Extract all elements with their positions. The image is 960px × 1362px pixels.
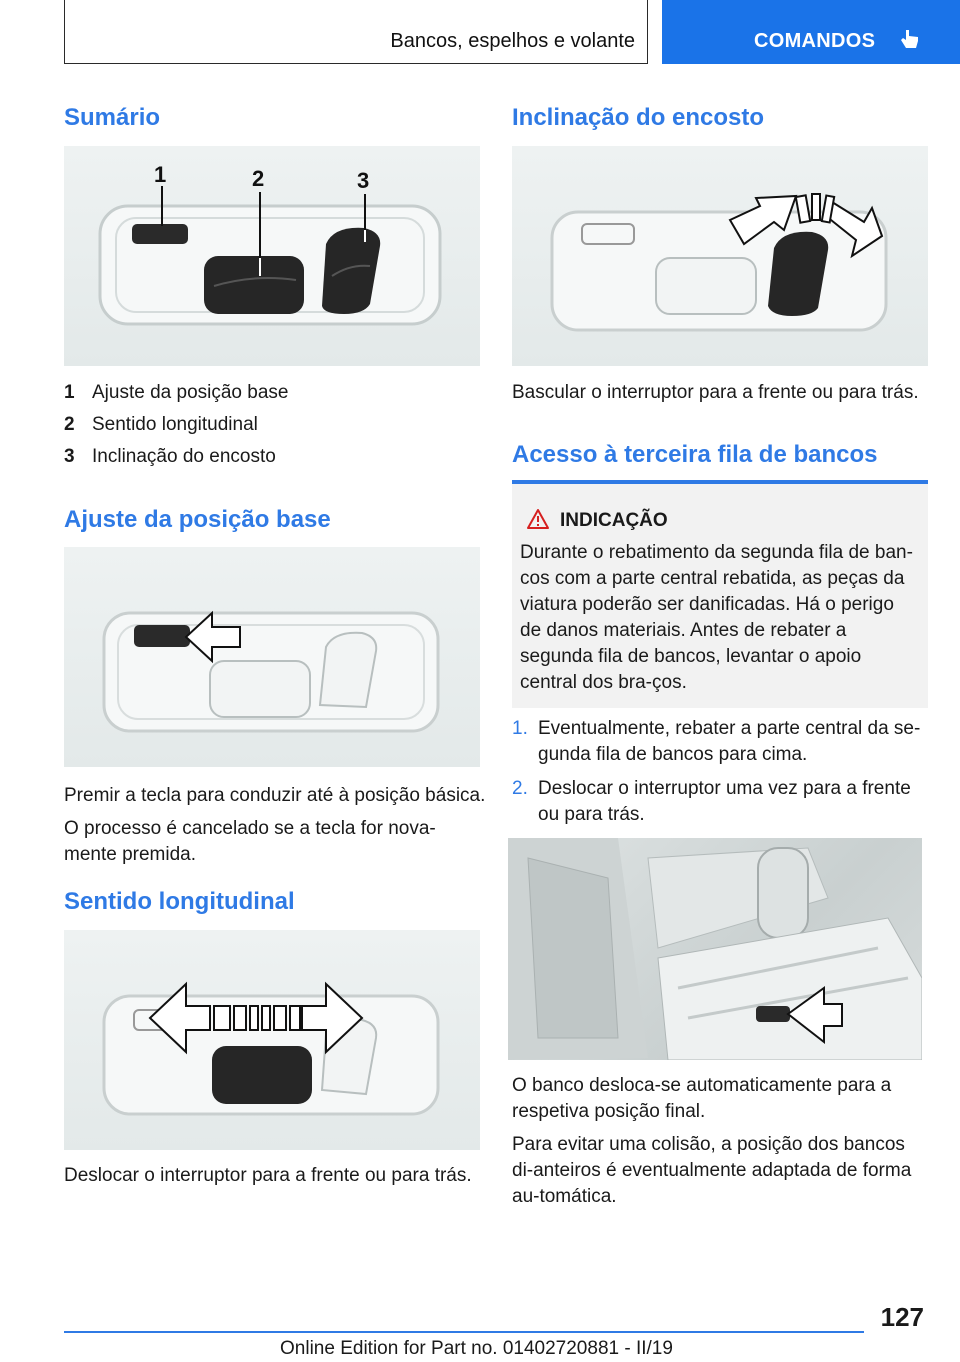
legend-num: 2 <box>64 414 75 435</box>
legend-text: Sentido longitudinal <box>92 414 258 435</box>
header-chapter-tab[interactable] <box>662 0 960 64</box>
base-position-heading: Ajuste da posição base <box>64 506 331 533</box>
header-section-title: Bancos, espelhos e volante <box>390 30 635 52</box>
base-position-figure <box>64 547 480 767</box>
longitudinal-figure <box>64 930 480 1150</box>
after-text-2: Para evitar uma colisão, a posição dos bancos di-anteiros é eventualmente adaptada de forma au-tomática. <box>512 1134 912 1207</box>
legend-text: Inclinação do encosto <box>92 446 276 467</box>
step-number: 2. <box>512 778 528 799</box>
pointing-hand-icon <box>898 28 920 52</box>
legend-item <box>64 412 258 438</box>
third-row-access-figure <box>508 838 922 1060</box>
after-text-1: O banco desloca-se automaticamente para a respetiva posição final. <box>512 1075 892 1122</box>
step-text: Deslocar o interruptor uma vez para a frente ou para trás. <box>538 778 911 825</box>
warning-triangle-icon <box>526 508 550 530</box>
tilt-figure <box>512 146 928 366</box>
tilt-text: Bascular o interruptor para a frente ou para trás. <box>512 382 919 403</box>
legend-item <box>64 444 276 470</box>
base-text-1: Premir a tecla para conduzir até à posição básica. <box>64 785 486 806</box>
third-row-heading: Acesso à terceira fila de bancos <box>512 441 878 468</box>
longitudinal-heading: Sentido longitudinal <box>64 888 295 915</box>
tilt-heading: Inclinação do encosto <box>512 104 765 131</box>
legend-text: Ajuste da posição base <box>92 382 289 403</box>
step-item <box>512 716 928 768</box>
callout-2: 2 <box>252 166 265 191</box>
legend-num: 1 <box>64 382 75 403</box>
base-text-2: O processo é cancelado se a tecla for nova-mente premida. <box>64 818 436 865</box>
step-text: Eventualmente, rebater a parte central da se-gunda fila de bancos para cima. <box>538 718 921 765</box>
overview-heading: Sumário <box>64 104 161 131</box>
overview-switch-figure <box>64 146 480 366</box>
steps-list <box>512 716 928 836</box>
header-section-box <box>64 0 648 64</box>
legend-item <box>64 380 288 406</box>
notice-title: INDICAÇÃO <box>560 510 668 531</box>
callout-1: 1 <box>154 162 167 187</box>
footer-divider <box>64 1331 864 1333</box>
chapter-tab-label: COMANDOS <box>754 30 876 52</box>
step-item <box>512 776 928 828</box>
longitudinal-text: Deslocar o interruptor para a frente ou para trás. <box>64 1165 472 1186</box>
notice-text: Durante o rebatimento da segunda fila de ban-cos com a parte central rebatida, as peças da viatura poderão ser danificadas. Há o perigo de danos materiais. Antes de rebater a segunda fila de bancos, levantar o apoio central dos bra-ços. <box>520 542 913 693</box>
step-number: 1. <box>512 718 528 739</box>
notice-box <box>512 480 928 708</box>
legend-num: 3 <box>64 446 75 467</box>
page-number: 127 <box>880 1302 924 1332</box>
footer-edition: Online Edition for Part no. 01402720881 - II/19 <box>280 1338 673 1359</box>
callout-3: 3 <box>357 168 370 193</box>
